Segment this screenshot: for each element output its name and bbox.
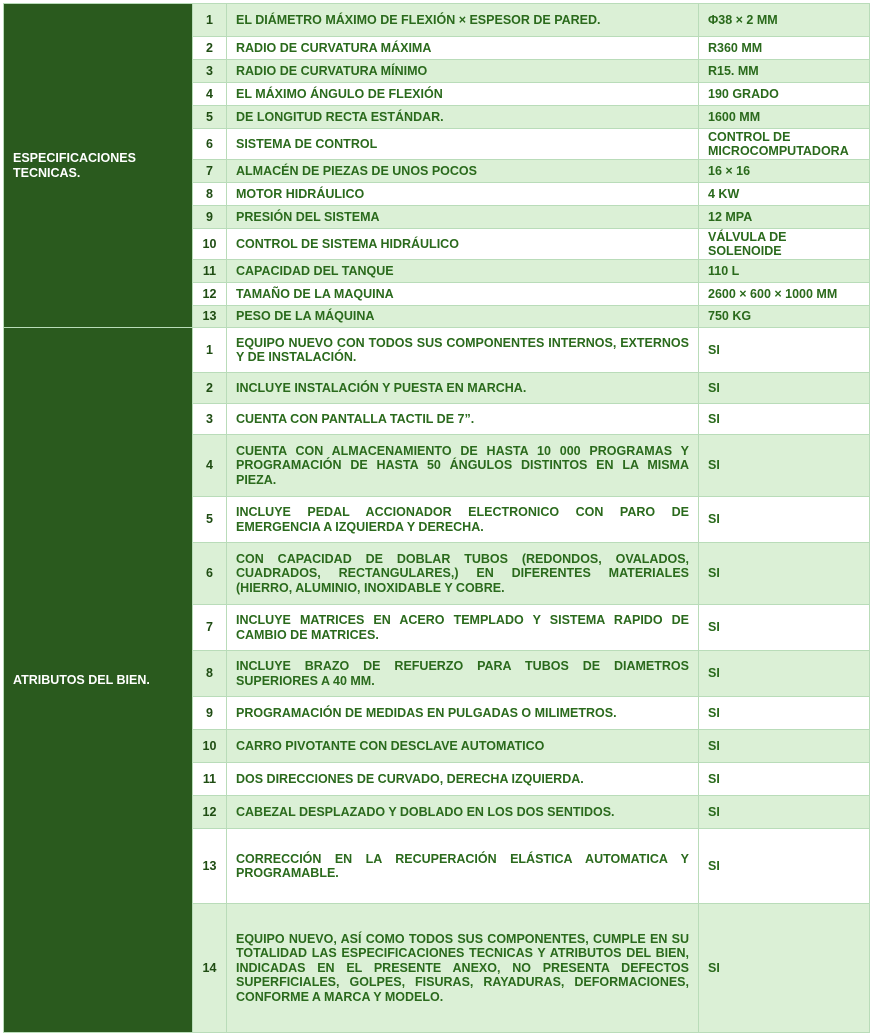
group-especificaciones-tecnicas: ESPECIFICACIONES TECNICAS. bbox=[4, 4, 193, 328]
row-description: CABEZAL DESPLAZADO Y DOBLADO EN LOS DOS SENTIDOS. bbox=[227, 796, 699, 829]
row-description: MOTOR HIDRÁULICO bbox=[227, 183, 699, 206]
row-number: 12 bbox=[193, 796, 227, 829]
row-number: 6 bbox=[193, 129, 227, 160]
table-row bbox=[4, 4, 870, 37]
row-value: SI bbox=[699, 697, 870, 730]
row-description: CORRECCIÓN EN LA RECUPERACIÓN ELÁSTICA AUTOMATICA Y PROGRAMABLE. bbox=[227, 829, 699, 904]
row-value: SI bbox=[699, 435, 870, 497]
row-number: 1 bbox=[193, 328, 227, 373]
row-number: 6 bbox=[193, 543, 227, 605]
row-description: CON CAPACIDAD DE DOBLAR TUBOS (REDONDOS, OVALADOS, CUADRADOS, RECTANGULARES,) EN DIFERENTES MATERIALES (HIERRO, ALUMINIO, INOXIDABLE Y COBRE. bbox=[227, 543, 699, 605]
row-description: TAMAÑO DE LA MAQUINA bbox=[227, 283, 699, 306]
row-description: EQUIPO NUEVO CON TODOS SUS COMPONENTES INTERNOS, EXTERNOS Y DE INSTALACIÓN. bbox=[227, 328, 699, 373]
row-value: R360 MM bbox=[699, 37, 870, 60]
row-number: 13 bbox=[193, 306, 227, 328]
row-number: 3 bbox=[193, 60, 227, 83]
row-number: 9 bbox=[193, 206, 227, 229]
row-description: PROGRAMACIÓN DE MEDIDAS EN PULGADAS O MILIMETROS. bbox=[227, 697, 699, 730]
row-value: 190 GRADO bbox=[699, 83, 870, 106]
row-description: PRESIÓN DEL SISTEMA bbox=[227, 206, 699, 229]
row-number: 10 bbox=[193, 229, 227, 260]
row-value: 4 KW bbox=[699, 183, 870, 206]
row-description: CARRO PIVOTANTE CON DESCLAVE AUTOMATICO bbox=[227, 730, 699, 763]
row-number: 2 bbox=[193, 373, 227, 404]
row-description: ALMACÉN DE PIEZAS DE UNOS POCOS bbox=[227, 160, 699, 183]
row-value: CONTROL DE MICROCOMPUTADORA bbox=[699, 129, 870, 160]
row-value: 750 KG bbox=[699, 306, 870, 328]
row-description: PESO DE LA MÁQUINA bbox=[227, 306, 699, 328]
row-value: SI bbox=[699, 497, 870, 543]
row-description: CUENTA CON ALMACENAMIENTO DE HASTA 10 000 PROGRAMAS Y PROGRAMACIÓN DE HASTA 50 ÁNGULOS DISTINTOS EN LA MISMA PIEZA. bbox=[227, 435, 699, 497]
row-value: R15. MM bbox=[699, 60, 870, 83]
row-number: 9 bbox=[193, 697, 227, 730]
row-number: 1 bbox=[193, 4, 227, 37]
table-row bbox=[4, 328, 870, 373]
row-number: 4 bbox=[193, 83, 227, 106]
row-value: 12 MPA bbox=[699, 206, 870, 229]
row-value: SI bbox=[699, 904, 870, 1033]
row-number: 12 bbox=[193, 283, 227, 306]
row-number: 5 bbox=[193, 106, 227, 129]
row-number: 7 bbox=[193, 160, 227, 183]
row-number: 13 bbox=[193, 829, 227, 904]
row-value: SI bbox=[699, 730, 870, 763]
row-value: 16 × 16 bbox=[699, 160, 870, 183]
row-description: INCLUYE MATRICES EN ACERO TEMPLADO Y SISTEMA RAPIDO DE CAMBIO DE MATRICES. bbox=[227, 605, 699, 651]
row-value: SI bbox=[699, 651, 870, 697]
row-number: 8 bbox=[193, 183, 227, 206]
row-number: 3 bbox=[193, 404, 227, 435]
row-value: SI bbox=[699, 543, 870, 605]
row-number: 10 bbox=[193, 730, 227, 763]
row-description: EL DIÁMETRO MÁXIMO DE FLEXIÓN × ESPESOR DE PARED. bbox=[227, 4, 699, 37]
row-number: 4 bbox=[193, 435, 227, 497]
row-number: 2 bbox=[193, 37, 227, 60]
specifications-table bbox=[3, 3, 870, 1033]
row-value: VÁLVULA DE SOLENOIDE bbox=[699, 229, 870, 260]
row-value: SI bbox=[699, 829, 870, 904]
row-description: SISTEMA DE CONTROL bbox=[227, 129, 699, 160]
row-number: 8 bbox=[193, 651, 227, 697]
row-description: RADIO DE CURVATURA MÁXIMA bbox=[227, 37, 699, 60]
row-value: SI bbox=[699, 796, 870, 829]
row-description: DE LONGITUD RECTA ESTÁNDAR. bbox=[227, 106, 699, 129]
row-value: SI bbox=[699, 763, 870, 796]
row-description: EQUIPO NUEVO, ASÍ COMO TODOS SUS COMPONENTES, CUMPLE EN SU TOTALIDAD LAS ESPECIFICACIONES TECNICAS Y ATRIBUTOS DEL BIEN, INDICADAS EN EL PRESENTE ANEXO, NO PRESENTA DEFECTOS SUPERFICIALES, GOLPES, FISURAS, RAYADURAS, DEFORMACIONES, CONFORME A MARCA Y MODELO. bbox=[227, 904, 699, 1033]
row-value: SI bbox=[699, 404, 870, 435]
row-value: 2600 × 600 × 1000 MM bbox=[699, 283, 870, 306]
row-number: 7 bbox=[193, 605, 227, 651]
row-description: INCLUYE INSTALACIÓN Y PUESTA EN MARCHA. bbox=[227, 373, 699, 404]
row-value: SI bbox=[699, 605, 870, 651]
row-description: INCLUYE BRAZO DE REFUERZO PARA TUBOS DE DIAMETROS SUPERIORES A 40 MM. bbox=[227, 651, 699, 697]
row-value: 1600 MM bbox=[699, 106, 870, 129]
row-description: CAPACIDAD DEL TANQUE bbox=[227, 260, 699, 283]
row-description: CUENTA CON PANTALLA TACTIL DE 7”. bbox=[227, 404, 699, 435]
row-value: SI bbox=[699, 373, 870, 404]
row-description: RADIO DE CURVATURA MÍNIMO bbox=[227, 60, 699, 83]
row-description: DOS DIRECCIONES DE CURVADO, DERECHA IZQUIERDA. bbox=[227, 763, 699, 796]
row-number: 5 bbox=[193, 497, 227, 543]
row-number: 11 bbox=[193, 763, 227, 796]
row-number: 14 bbox=[193, 904, 227, 1033]
row-description: EL MÁXIMO ÁNGULO DE FLEXIÓN bbox=[227, 83, 699, 106]
row-value: Φ38 × 2 MM bbox=[699, 4, 870, 37]
row-value: 110 L bbox=[699, 260, 870, 283]
row-description: INCLUYE PEDAL ACCIONADOR ELECTRONICO CON PARO DE EMERGENCIA A IZQUIERDA Y DERECHA. bbox=[227, 497, 699, 543]
row-value: SI bbox=[699, 328, 870, 373]
row-description: CONTROL DE SISTEMA HIDRÁULICO bbox=[227, 229, 699, 260]
row-number: 11 bbox=[193, 260, 227, 283]
group-atributos-del-bien: ATRIBUTOS DEL BIEN. bbox=[4, 328, 193, 1033]
